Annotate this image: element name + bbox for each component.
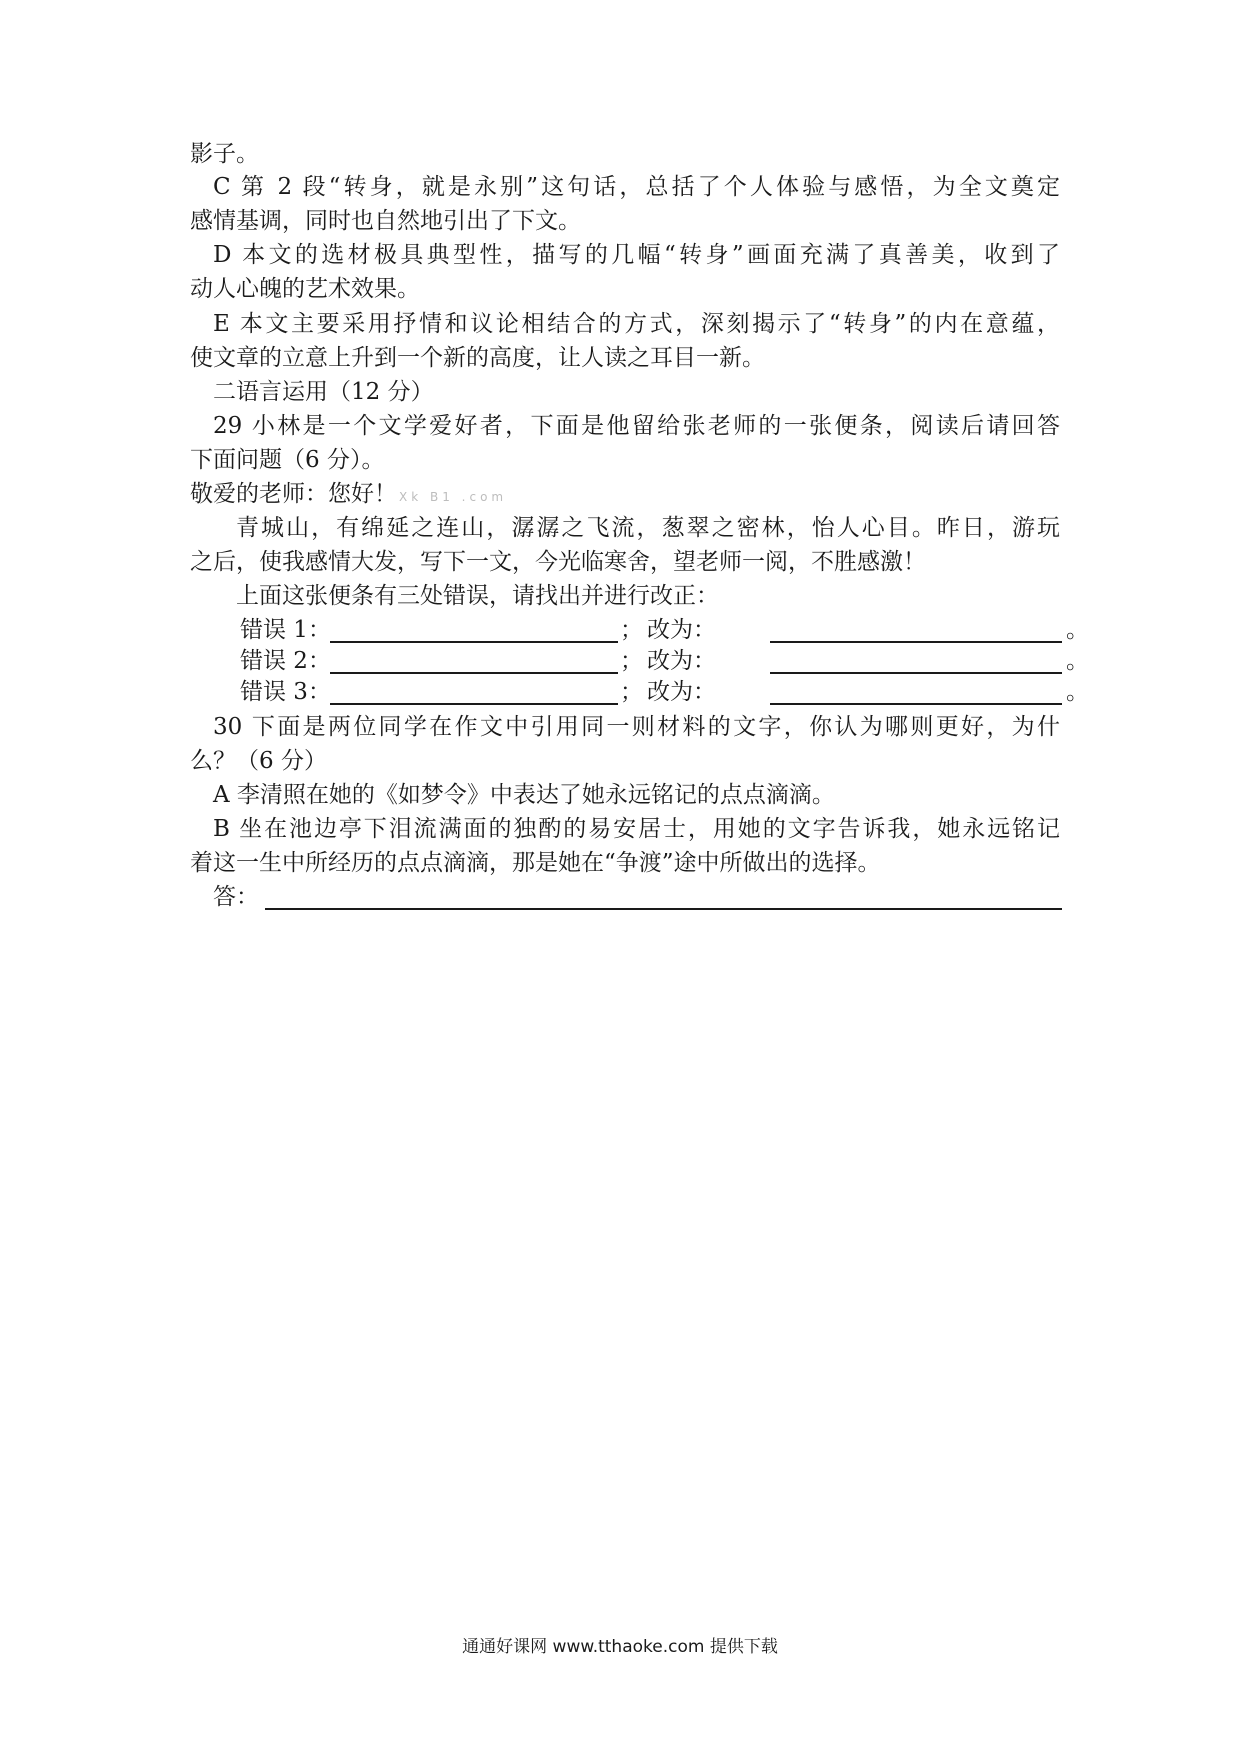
text-line [213,710,1060,744]
error-row-2 [240,644,1089,678]
instruction-text: 上面这张便条有三处错误，请找出并进行改正： [236,583,719,609]
semicolon: ； [620,648,643,674]
fix-blank[interactable] [770,641,1062,643]
question-29-line-1: 29 小林是一个文学爱好者，下面是他留给张老师的一张便条，阅读后请回答 [213,413,1060,439]
question-30-line-1: 30 下面是两位同学在作文中引用同一则材料的文字，你认为哪则更好，为什 [213,714,1060,740]
option-e-line-1: E 本文主要采用抒情和议论相结合的方式，深刻揭示了“转身”的内在意蕴， [213,311,1060,337]
question-29-line-2: 下面问题（6 分）。 [190,447,385,473]
error-blank[interactable] [330,703,618,705]
text-line [213,812,1060,846]
sample-b-line-2: 着这一生中所经历的点点滴滴，那是她在“争渡”途中所做出的选择。 [190,850,881,876]
section-heading: 二语言运用（12 分） [213,379,434,405]
question-30-line-2: 么？（6 分） [190,748,327,774]
fix-label: 改为： [647,679,716,705]
error-blank[interactable] [330,672,618,674]
option-d-line-1: D 本文的选材极具典型性，描写的几幅“转身”画面充满了真善美，收到了 [213,242,1060,268]
error-row-3 [240,675,1089,709]
fix-label: 改为： [647,648,716,674]
error-label: 错误 3： [240,679,331,705]
option-c-line-1: C 第 2 段“转身，就是永别”这句话，总括了个人体验与感悟，为全文奠定 [213,174,1060,200]
error-row-1 [240,613,1089,647]
fix-blank[interactable] [770,672,1062,674]
period: 。 [1066,679,1089,705]
fix-blank[interactable] [770,703,1062,705]
semicolon: ； [620,617,643,643]
text-line [213,409,1060,443]
note-body-line-2: 之后，使我感情大发，写下一文，今光临寒舍，望老师一阅，不胜感激！ [190,549,926,575]
footer-text: 通通好课网 www.tthaoke.com 提供下载 [462,1637,778,1657]
fix-label: 改为： [647,617,716,643]
error-label: 错误 1： [240,617,331,643]
option-c-line-2: 感情基调，同时也自然地引出了下文。 [190,208,581,234]
text-line [213,170,1060,204]
answer-row [213,880,1063,914]
text-line: 影子。 [190,141,259,167]
text-line [213,307,1060,341]
note-body-line-1: 青城山，有绵延之连山，潺潺之飞流，葱翠之密林，怡人心目。昨日，游玩 [236,515,1060,541]
option-e-line-2: 使文章的立意上升到一个新的高度，让人读之耳目一新。 [190,345,765,371]
watermark: Xk B1 .com [399,490,508,504]
semicolon: ； [620,679,643,705]
error-label: 错误 2： [240,648,331,674]
greeting-text: 敬爱的老师：您好！ [190,481,397,507]
period: 。 [1066,617,1089,643]
answer-blank[interactable] [265,908,1062,910]
option-d-line-2: 动人心魄的艺术效果。 [190,276,420,302]
sample-b-line-1: B 坐在池边亭下泪流满面的独酌的易安居士，用她的文字告诉我，她永远铭记 [213,816,1060,842]
error-blank[interactable] [330,641,618,643]
note-greeting [190,477,507,514]
text-line [236,511,1060,545]
text-line [213,238,1060,272]
period: 。 [1066,648,1089,674]
sample-a: A 李清照在她的《如梦令》中表达了她永远铭记的点点滴滴。 [213,782,835,808]
answer-label: 答： [213,884,259,910]
